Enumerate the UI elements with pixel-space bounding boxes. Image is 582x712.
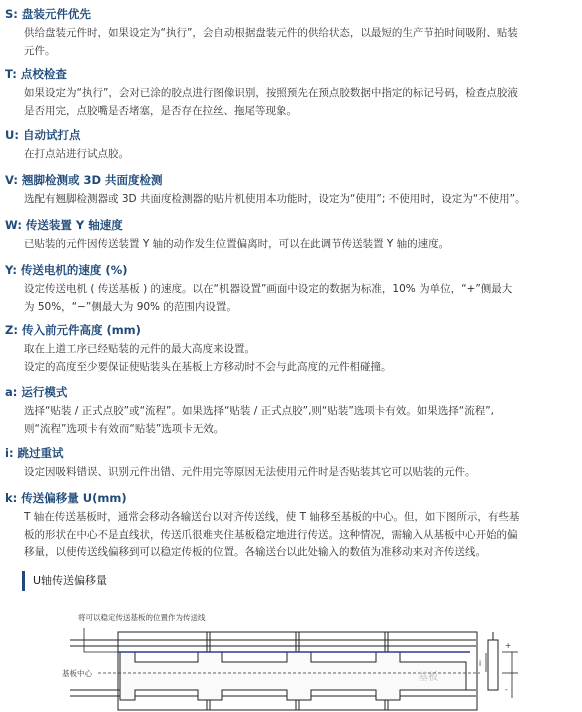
description-line: 取在上道工序已经贴装的元件的最大高度来设置。 (24, 343, 255, 355)
parameter-title: k: 传送偏移量 U(mm) (5, 491, 127, 505)
description-line: 在打点站进行试点胶。 (24, 148, 129, 160)
offset-dimension (486, 652, 518, 698)
parameter-description (0, 509, 582, 562)
conveyor-offset-diagram (0, 600, 582, 712)
offset-symbol: i (479, 659, 482, 668)
parameter-entry (0, 322, 582, 376)
parameter-entry (0, 172, 582, 209)
transfer-line-note: 将可以稳定传送基板的位置作为传送线 (78, 613, 206, 622)
parameter-entry (0, 127, 582, 164)
description-line: 是否用完，点胶嘴是否堵塞，是否存在拉丝、拖尾等现象。 (24, 104, 297, 117)
parameter-title: W: 传送装置 Y 轴速度 (5, 218, 123, 232)
right-guide (488, 632, 498, 690)
description-line: 供给盘装元件时，如果设定为“执行”，会自动根据盘装元件的供给状态，以最短的生产节拍时间吸附、贴装 (24, 27, 518, 39)
parameter-entry (0, 6, 582, 60)
parameter-description (0, 236, 582, 254)
parameter-title: U: 自动试打点 (5, 128, 81, 142)
parameter-description (0, 146, 582, 164)
parameter-entry (0, 490, 582, 562)
minus-sign: - (505, 685, 508, 694)
parameter-title: V: 翘脚检测或 3D 共面度检测 (5, 173, 163, 187)
parameter-description (0, 341, 582, 376)
parameter-description (0, 281, 582, 316)
description-line: 选择“贴装 / 正式点胶”或“流程”。如果选择“贴装 / 正式点胶”,则“贴装”选项卡有效。如果选择“流程”, (24, 405, 494, 417)
description-line: 设定因吸料错误、识别元件出错、元件用完等原因无法使用元件时是否贴装其它可以贴装的元件。 (24, 466, 476, 478)
description-line: T 轴在传送基板时，通常会移动各输送台以对齐传送线，使 T 轴移至基板的中心。但，如下图所示，有些基 (24, 511, 520, 523)
parameter-title: T: 点校检查 (5, 67, 67, 81)
description-line: 为 50%，“−”侧最大为 90% 的范围内设置。 (24, 300, 237, 313)
parameter-title: a: 运行模式 (5, 385, 68, 399)
section-subheading: U轴传送偏移量 (22, 571, 107, 591)
parameter-title: S: 盘装元件优先 (5, 7, 91, 21)
parameter-description (0, 25, 582, 60)
board-center-label: 基板中心 (62, 669, 92, 678)
parameter-entry (0, 445, 582, 482)
description-line: 已贴装的元件因传送装置 Y 轴的动作发生位置偏离时，可以在此调节传送装置 Y 轴的速度。 (24, 238, 450, 250)
plus-sign: + (505, 641, 512, 650)
parameter-entry (0, 217, 582, 254)
description-line: 设定传送电机 ( 传送基板 ) 的速度。以在“机器设置”画面中设定的数据为标准，10% 为单位，“+”侧最大 (24, 283, 513, 295)
parameter-title: Y: 传送电机的速度 (%) (5, 263, 128, 277)
parameter-title: Z: 传入前元件高度 (mm) (5, 323, 141, 337)
parameter-description (0, 403, 582, 438)
description-line: 如果设定为“执行”，会对已涂的胶点进行图像识别，按照预先在预点胶数据中指定的标记号码，检查点胶液 (24, 87, 518, 99)
board-label: 基板 (418, 672, 438, 683)
description-line: 选配有翘脚检测器或 3D 共面度检测器的贴片机使用本功能时，设定为“使用”; 不使用时，设定为“不使用”。 (24, 193, 526, 205)
parameter-description (0, 464, 582, 482)
parameter-entry (0, 384, 582, 438)
description-line: 设定的高度至少要保证使贴装头在基板上方移动时不会与此高度的元件相碰撞。 (24, 360, 392, 373)
description-line: 板的形状在中心不是直线状，传送爪很难夹住基板稳定地进行传送。这种情况，需输入从基板中心开始的偏 (24, 528, 518, 541)
board-outline (120, 652, 466, 700)
description-line: 元件。 (24, 44, 56, 57)
parameter-description (0, 191, 582, 209)
description-line: 则“流程”选项卡有效而“贴装”选项卡无效。 (24, 422, 225, 435)
parameter-description (0, 85, 582, 120)
parameter-entry (0, 262, 582, 316)
description-line: 移量，以使传送线偏移到可以稳定传板的位置。各输送台以此处输入的数值为准移动来对齐传送线。 (24, 546, 486, 558)
parameter-title: i: 跳过重试 (5, 446, 64, 460)
parameter-entry (0, 66, 582, 120)
